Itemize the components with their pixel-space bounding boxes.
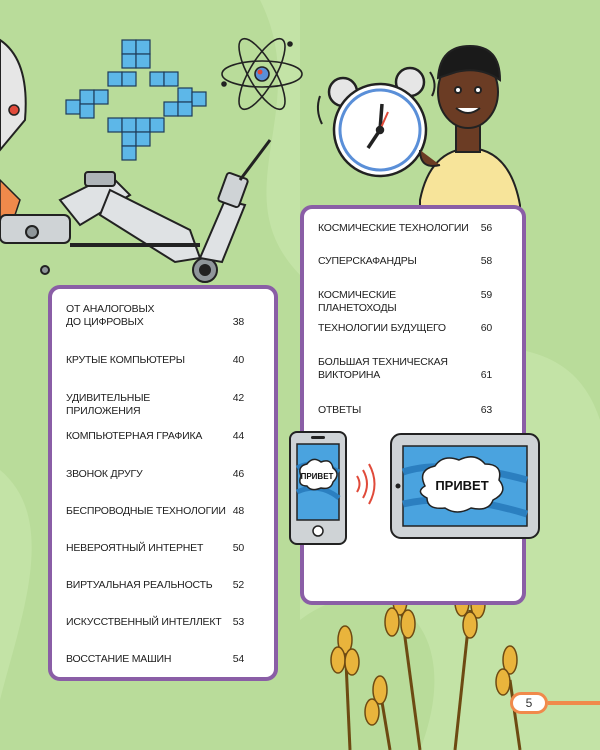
toc-entry-page: 52 [232, 579, 244, 591]
toc-entry[interactable] [66, 303, 260, 329]
toc-entry[interactable] [318, 322, 508, 335]
toc-entry-page: 50 [232, 542, 244, 554]
toc-entry[interactable] [66, 579, 260, 592]
toc-entry-title: КОСМИЧЕСКИЕ ПЛАНЕТОХОДЫ [318, 289, 397, 314]
toc-entry-page: 56 [480, 222, 492, 234]
page-number-line [548, 701, 600, 705]
robot-arm-icon [0, 140, 270, 282]
toc-entry[interactable] [66, 354, 260, 367]
toc-entry-title: ВОССТАНИЕ МАШИН [66, 653, 172, 665]
toc-entry[interactable] [318, 404, 508, 417]
toc-entry-title: ВИРТУАЛЬНАЯ РЕАЛЬНОСТЬ [66, 579, 213, 591]
toc-entry-title: ЗВОНОК ДРУГУ [66, 468, 143, 480]
toc-entry-title: ИСКУССТВЕННЫЙ ИНТЕЛЛЕКТ [66, 616, 222, 628]
toc-entry-title: ОТ АНАЛОГОВЫХ ДО ЦИФРОВЫХ [66, 303, 155, 328]
toc-entry-title: УДИВИТЕЛЬНЫЕ ПРИЛОЖЕНИЯ [66, 392, 151, 417]
toc-entry-title: КОСМИЧЕСКИЕ ТЕХНОЛОГИИ [318, 222, 469, 234]
toc-entry-title: ОТВЕТЫ [318, 404, 362, 416]
robot-icon [0, 40, 26, 230]
toc-entry-title: ТЕХНОЛОГИИ БУДУЩЕГО [318, 322, 446, 334]
toc-entry[interactable] [66, 392, 260, 418]
phone-bubble-text: ПРИВЕТ [300, 472, 334, 481]
signal-waves-icon [357, 464, 375, 504]
toc-entry[interactable] [318, 289, 508, 315]
toc-entry-page: 63 [480, 404, 492, 416]
devices-illustration [285, 428, 545, 548]
toc-entry-page: 40 [232, 354, 244, 366]
toc-entry-title: БОЛЬШАЯ ТЕХНИЧЕСКАЯ ВИКТОРИНА [318, 356, 448, 381]
toc-entry[interactable] [318, 356, 508, 382]
toc-entry-page: 59 [480, 289, 492, 301]
phone-icon [290, 432, 346, 544]
toc-panel-left [48, 285, 278, 681]
tablet-bubble-text: ПРИВЕТ [435, 478, 489, 493]
toc-entry-page: 53 [232, 616, 244, 628]
toc-entry-page: 58 [480, 255, 492, 267]
toc-entry[interactable] [66, 542, 260, 555]
toc-entry-page: 61 [480, 369, 492, 381]
toc-entry[interactable] [66, 616, 260, 629]
toc-entry-title: БЕСПРОВОДНЫЕ ТЕХНОЛОГИИ [66, 505, 226, 517]
toc-entry-title: НЕВЕРОЯТНЫЙ ИНТЕРНЕТ [66, 542, 204, 554]
toc-entry[interactable] [318, 255, 508, 268]
tablet-icon [391, 434, 539, 538]
toc-entry-page: 48 [232, 505, 244, 517]
page-number: 5 [510, 692, 548, 714]
blocks-icon [66, 40, 206, 160]
toc-entry-page: 42 [232, 392, 244, 404]
toc-entry-page: 38 [232, 316, 244, 328]
alarm-clock-icon [318, 68, 435, 176]
toc-entry-title: СУПЕРСКАФАНДРЫ [318, 255, 417, 267]
toc-entry-page: 60 [480, 322, 492, 334]
toc-entry-page: 54 [232, 653, 244, 665]
toc-entry[interactable] [66, 653, 260, 666]
toc-entry[interactable] [66, 468, 260, 481]
toc-entry-title: КРУТЫЕ КОМПЬЮТЕРЫ [66, 354, 185, 366]
toc-entry[interactable] [318, 222, 508, 235]
toc-entry-page: 46 [232, 468, 244, 480]
toc-entry[interactable] [66, 430, 260, 443]
toc-entry-page: 44 [232, 430, 244, 442]
toc-entry[interactable] [66, 505, 260, 518]
toc-entry-title: КОМПЬЮТЕРНАЯ ГРАФИКА [66, 430, 203, 442]
